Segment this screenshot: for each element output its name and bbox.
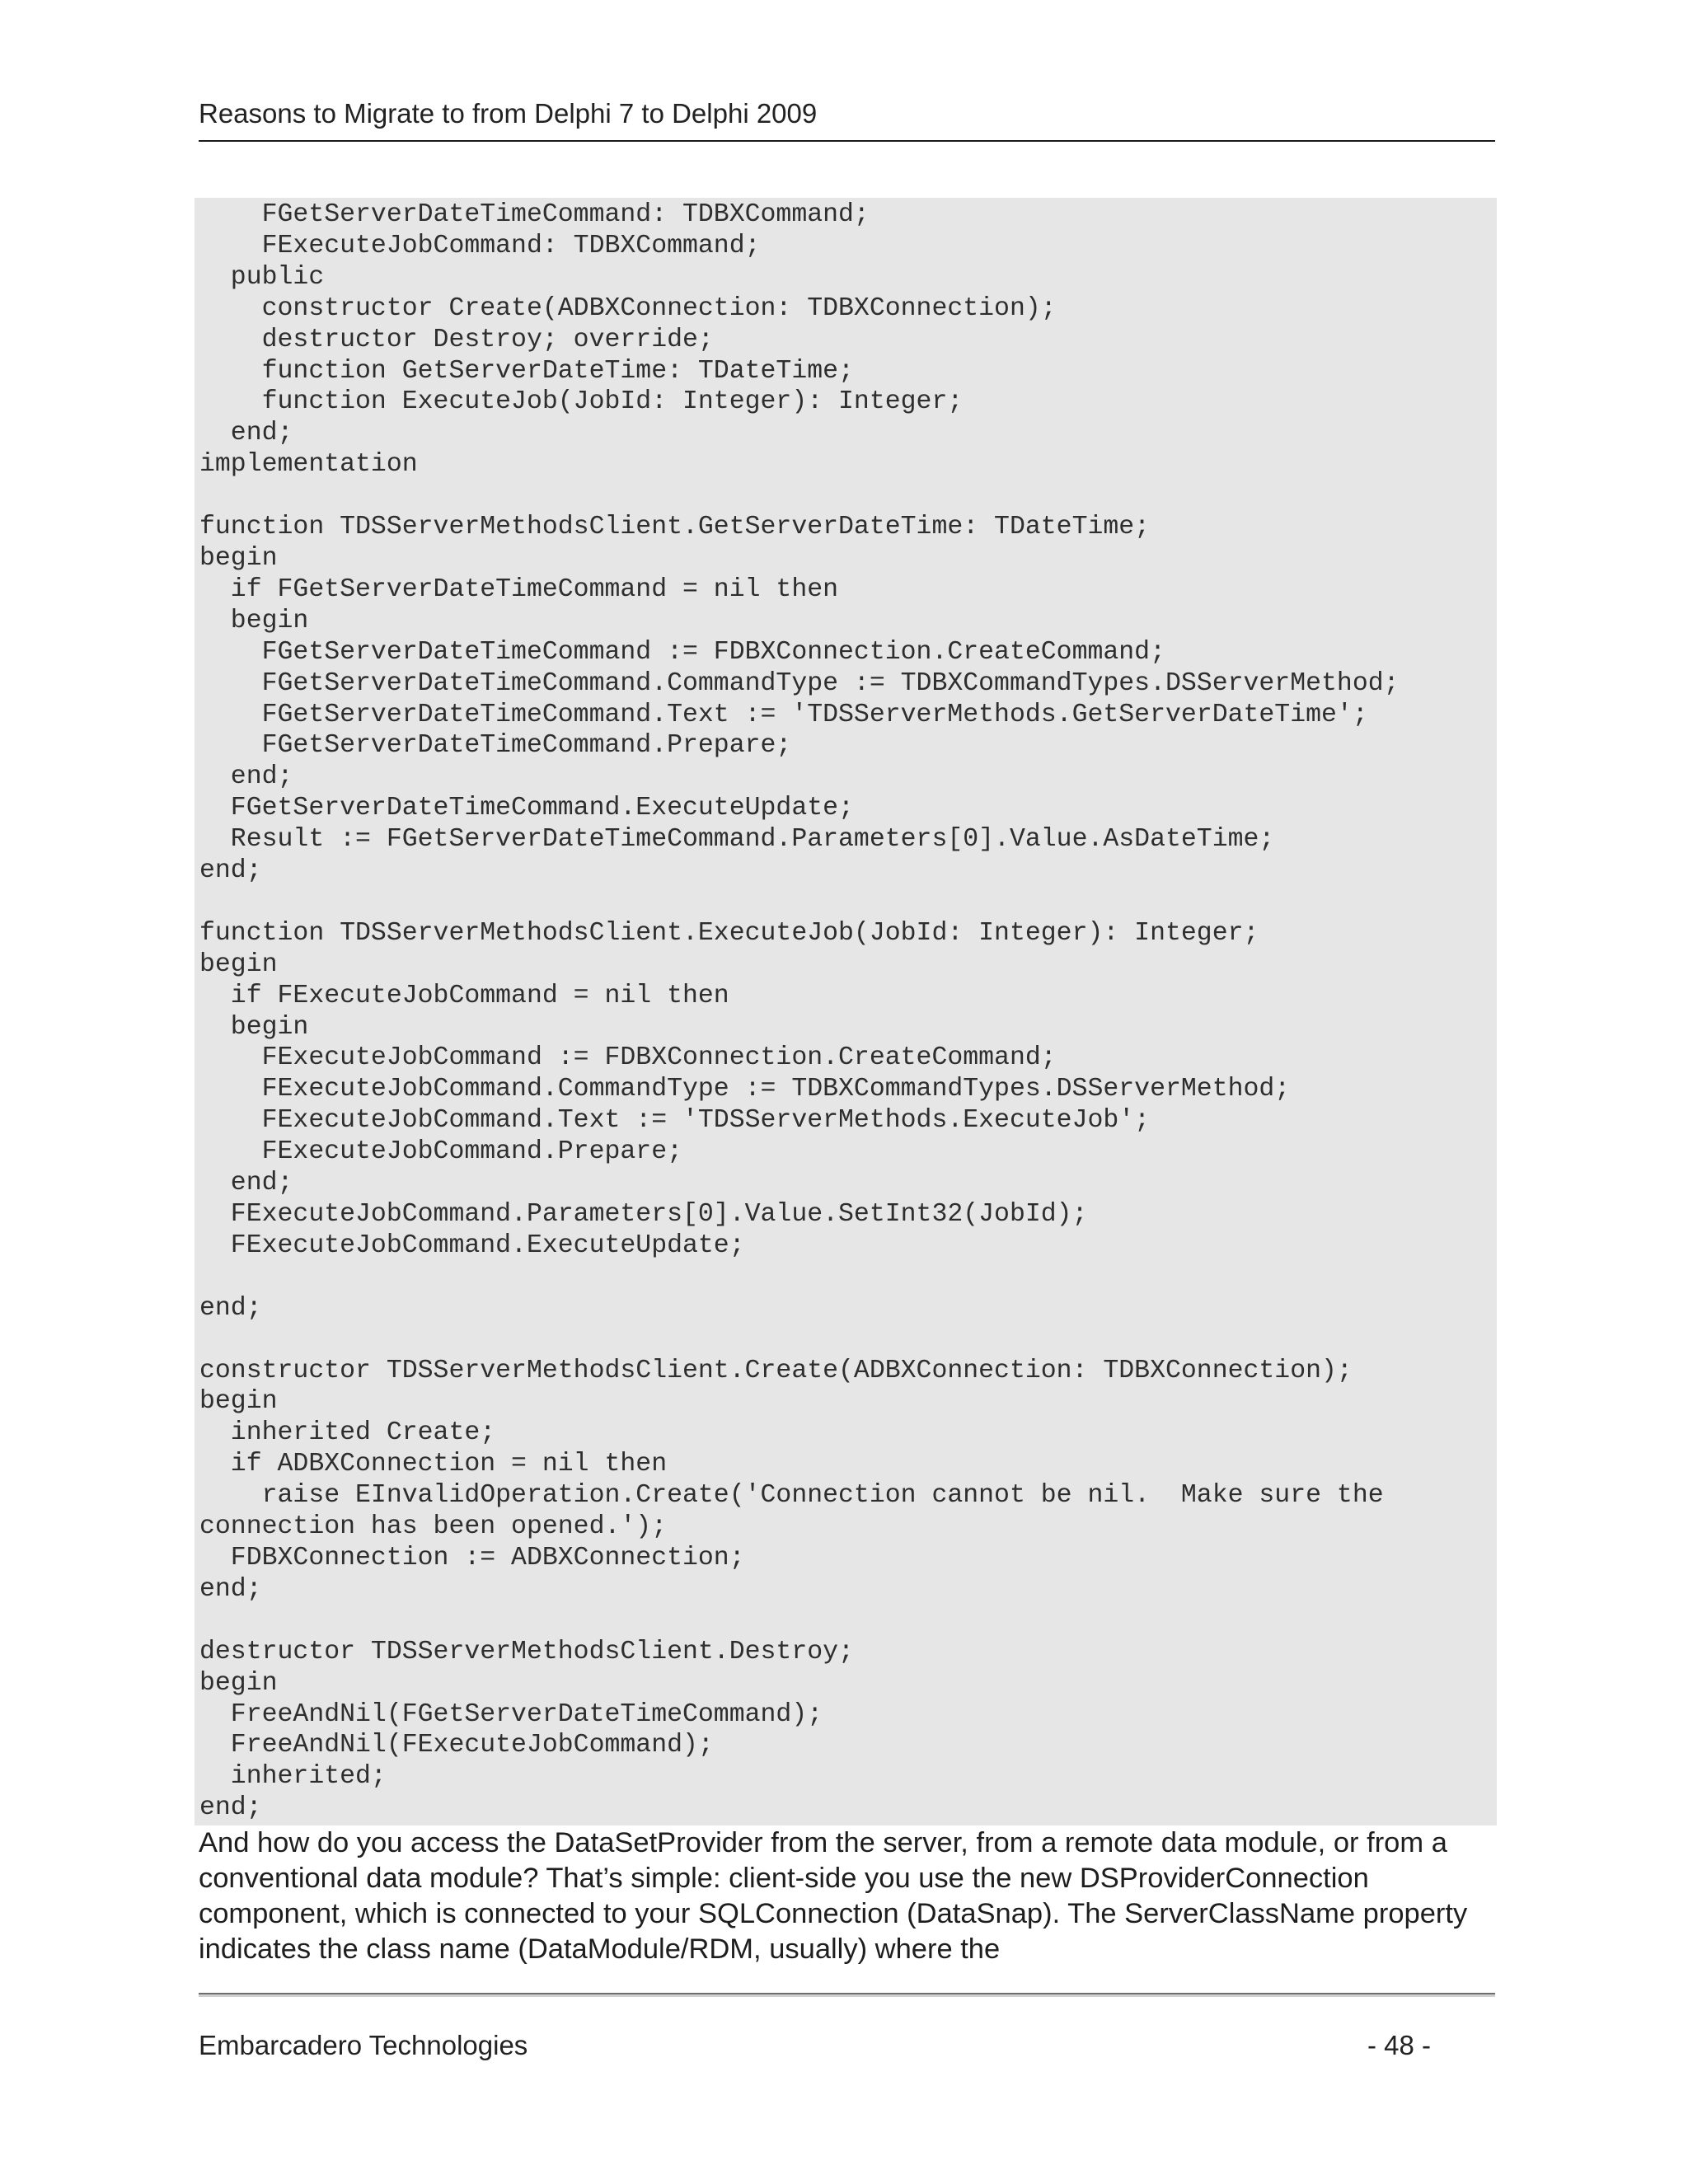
code-listing: [195, 198, 1497, 1825]
body-paragraph: And how do you access the DataSetProvider from the server, from a remote data module, or from a conventional data module? That’s simple: client-side you use the new DSProviderConnection component, which is connected to your SQLConnection (DataSnap). The ServerClassName property indicates the class name (DataModule/RDM, usually) where the: [199, 1827, 1468, 1965]
footer-company: Embarcadero Technologies: [199, 2030, 528, 2060]
page-header: [199, 97, 1495, 142]
code-text: FGetServerDateTimeCommand: TDBXCommand; FExecuteJobCommand: TDBXCommand; public constructor Create(ADBXConnection: TDBXConnection); destructor Destroy; override; function GetServerDateTime: TDateTime; function ExecuteJob(JobId: Integer): Integer; end; implementation function TDSServerMethodsClient.GetServerDateTime: TDateTime; begin if FGetServerDateTimeCommand = nil then begin FGetServerDateTimeCommand := FDBXConnection.CreateCommand; FGetServerDateTimeCommand.CommandType := TDBXCommandTypes.DSServerMethod; FGetServerDateTimeCommand.Text := 'TDSServerMethods.GetServerDateTime'; FGetServerDateTimeCommand.Prepare; end; FGetServerDateTimeCommand.ExecuteUpdate; Result := FGetServerDateTimeCommand.Parameters[0].Value.AsDateTime; end; function TDSServerMethodsClient.ExecuteJob(JobId: Integer): Integer; begin if FExecuteJobCommand = nil then begin FExecuteJobCommand := FDBXConnection.CreateCommand; FExecuteJobCommand.CommandType := TDBXCommandTypes.DSServerMethod; FExecuteJobCommand.Text := 'TDSServerMethods.ExecuteJob'; FExecuteJobCommand.Prepare; end; FExecuteJobCommand.Parameters[0].Value.SetInt32(JobId); FExecuteJobCommand.ExecuteUpdate; end; constructor TDSServerMethodsClient.Create(ADBXConnection: TDBXConnection); begin inherited Create; if ADBXConnection = nil then raise EInvalidOperation.Create('Connection cannot be nil. Make sure the connection has been opened.'); FDBXConnection := ADBXConnection; end; destructor TDSServerMethodsClient.Destroy; begin FreeAndNil(FGetServerDateTimeCommand); FreeAndNil(FExecuteJobCommand); inherited; end;: [199, 200, 1400, 1823]
footer-divider: [199, 1993, 1495, 1997]
page-number: - 48 -: [1367, 2030, 1431, 2060]
header-title: Reasons to Migrate to from Delphi 7 to Delphi 2009: [199, 98, 818, 129]
